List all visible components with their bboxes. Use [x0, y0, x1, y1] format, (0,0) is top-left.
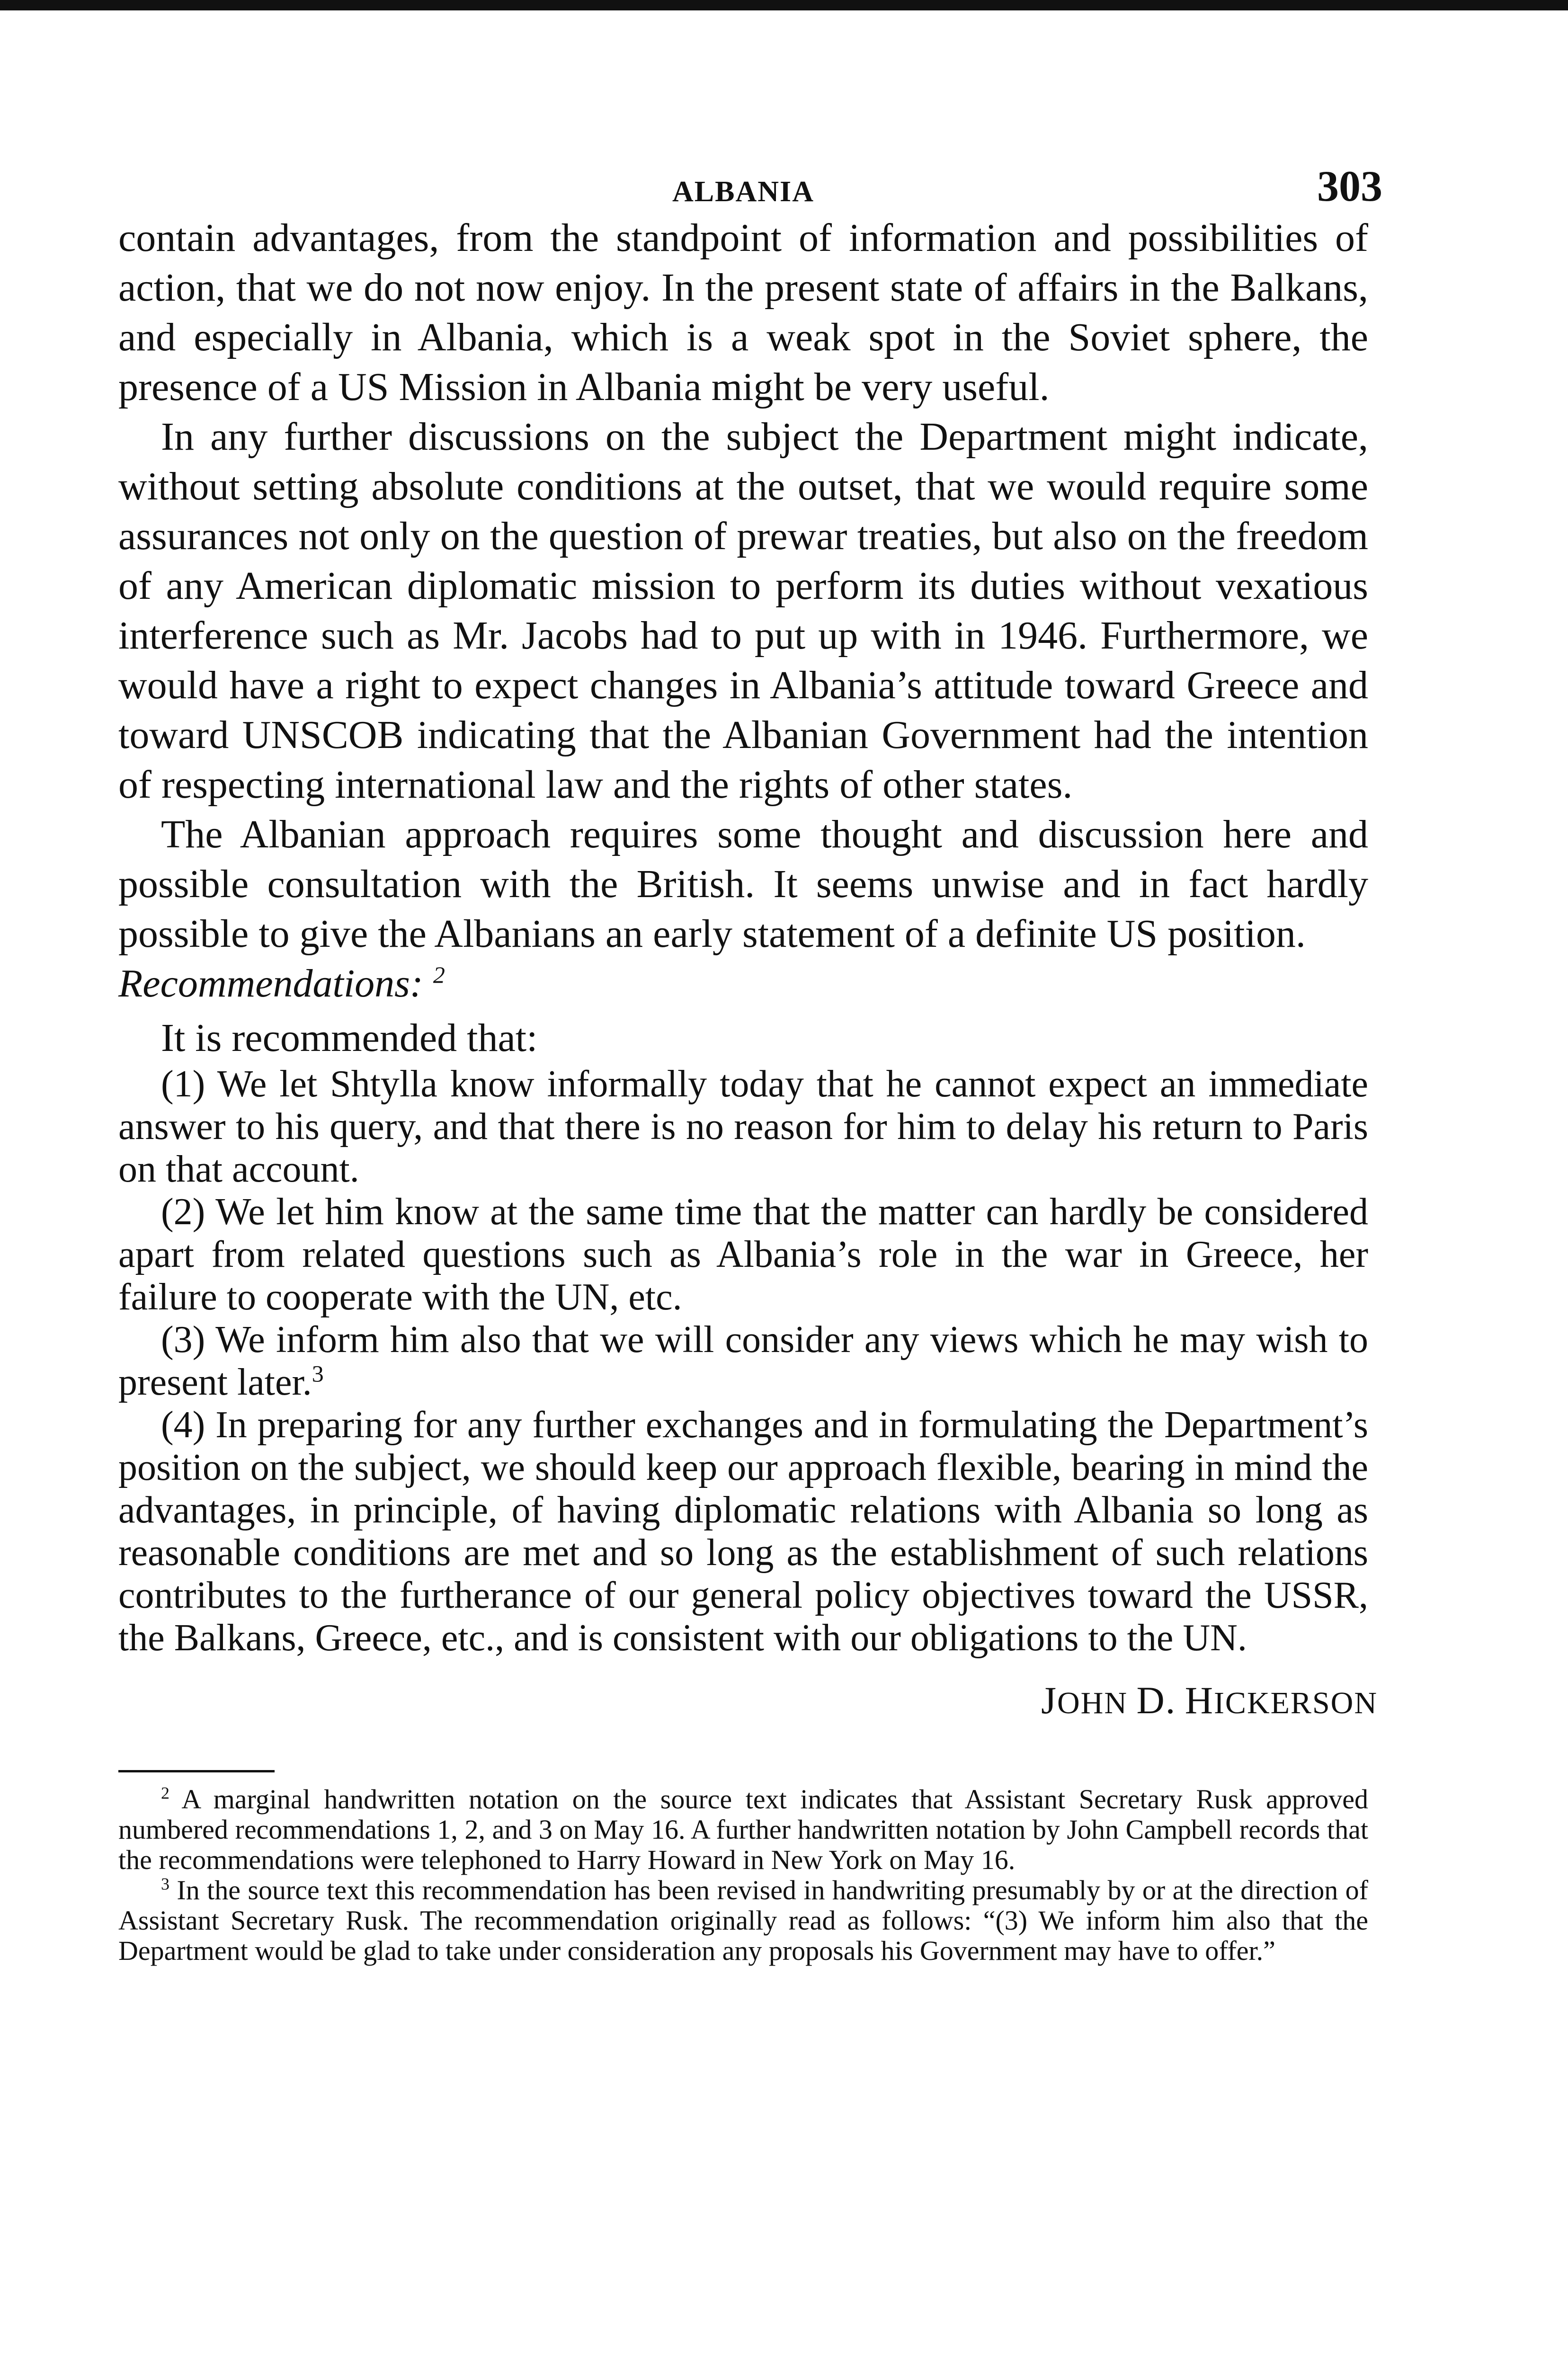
signature-last-name: ICKERSON: [1213, 1686, 1378, 1720]
signature-initial-first: J: [1041, 1679, 1058, 1722]
recommendation-1: (1) We let Shtylla know informally today that he cannot expect an immediate answer to his query, and that there is no reason for him to delay his return to Paris on that account.: [118, 1063, 1368, 1190]
recommendations-heading-text: Recommendations:: [118, 961, 423, 1006]
recommendations-heading: [118, 959, 1368, 1008]
signature-initial-last: H: [1185, 1679, 1214, 1722]
paragraph-further-discussions: In any further discussions on the subject the Department might indicate, without setting absolute conditions at the outset, that we would require some assurances not only on the question of prewar treaties, but also on the freedom of any American diplomatic mission to perform its duties without vexatious interference such as Mr. Jacobs had to put up with in 1946. Furthermore, we would have a right to expect changes in Albania’s attitude toward Greece and toward UNSCOB indicating that the Albanian Government had the intention of respecting international law and the rights of other states.: [118, 415, 1368, 807]
signature-first-name: OHN: [1057, 1686, 1128, 1720]
footnote-ref-3: 3: [312, 1360, 324, 1387]
body-text: [118, 213, 1378, 1723]
recommendation-3: [118, 1318, 1368, 1404]
document-page: [118, 161, 1382, 1966]
footnote-2: [118, 1784, 1368, 1875]
footnotes: [118, 1784, 1368, 1966]
footnote-3-text: In the source text this recommendation has been revised in handwriting presumably by or at the direction of Assistant Secretary Rusk. The recommendation originally read as follows: “(3) We inform him also that the Department would be glad to take under consideration any proposals his Government may have to offer.”: [118, 1875, 1368, 1966]
footnote-2-mark: 2: [161, 1783, 169, 1803]
recommendations-intro: It is recommended that:: [161, 1016, 538, 1060]
footnote-2-text: A marginal handwritten notation on the source text indicates that Assistant Secretary Rusk approved numbered recommendations 1, 2, and 3 on May 16. A further handwritten notation by John Campbell records that the recommendations were telephoned to Harry Howard in New York on May 16.: [118, 1784, 1368, 1875]
running-title: ALBANIA: [672, 176, 814, 208]
recommendation-2: (2) We let him know at the same time that the matter can hardly be considered apart from related questions such as Albania’s role in the war in Greece, her failure to cooperate with the UN, etc.: [118, 1191, 1368, 1318]
footnote-divider: [118, 1770, 275, 1772]
footnote-ref-2: 2: [433, 961, 445, 988]
running-header: [118, 161, 1382, 213]
paragraph-albanian-approach: The Albanian approach requires some thought and discussion here and possible consultation with the British. It seems unwise and in fact hardly possible to give the Albanians an early statement of a definite US position.: [118, 812, 1368, 956]
recommendation-4: (4) In preparing for any further exchanges and in formulating the Department’s position on the subject, we should keep our approach flexible, bearing in mind the advantages, in principle, of having diplomatic relations with Albania so long as reasonable conditions are met and so long as the establishment of such relations contributes to the furtherance of our general policy objectives toward the USSR, the Balkans, Greece, etc., and is consistent with our obligations to the UN.: [118, 1404, 1368, 1659]
recommendation-3-text: (3) We inform him also that we will consider any views which he may wish to present later.: [118, 1319, 1368, 1403]
page-number: 303: [1317, 162, 1382, 210]
top-border: [0, 0, 1568, 10]
paragraph-continuation: contain advantages, from the standpoint of information and possibilities of action, that we do not now enjoy. In the present state of affairs in the Balkans, and especially in Albania, which is a weak spot in the Soviet sphere, the presence of a US Mission in Albania might be very useful.: [118, 216, 1368, 409]
footnote-3-mark: 3: [161, 1874, 169, 1894]
footnote-3: [118, 1875, 1368, 1966]
recommendations-list: [118, 1063, 1368, 1659]
signature: [118, 1678, 1378, 1723]
signature-middle-initial: D.: [1136, 1679, 1176, 1722]
